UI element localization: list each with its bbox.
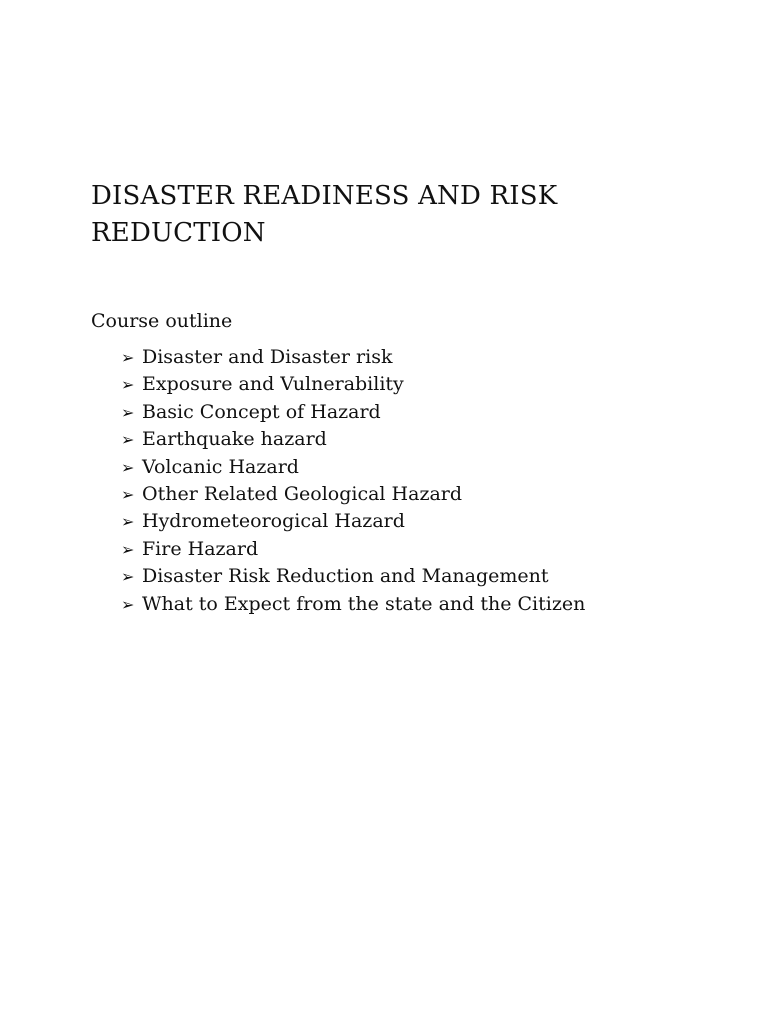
- list-item-label: Fire Hazard: [142, 537, 259, 560]
- list-item-label: Basic Concept of Hazard: [142, 400, 381, 423]
- arrow-bullet-icon: ➢: [121, 375, 135, 395]
- list-item-label: Earthquake hazard: [142, 428, 327, 451]
- arrow-bullet-icon: ➢: [121, 485, 135, 505]
- list-item-label: Exposure and Vulnerability: [142, 373, 404, 396]
- section-heading: Course outline: [91, 310, 233, 332]
- arrow-bullet-icon: ➢: [121, 430, 135, 450]
- list-item: [121, 536, 585, 563]
- list-item-label: Disaster and Disaster risk: [142, 346, 393, 368]
- arrow-bullet-icon: ➢: [121, 457, 135, 477]
- list-item: [121, 399, 585, 426]
- list-item: [121, 426, 585, 453]
- arrow-bullet-icon: ➢: [121, 512, 135, 532]
- arrow-bullet-icon: ➢: [121, 402, 135, 422]
- list-item: [121, 371, 585, 398]
- document-title: DISASTER READINESS AND RISK REDUCTION: [91, 181, 558, 248]
- list-item-label: Volcanic Hazard: [142, 455, 299, 478]
- list-item-label: Other Related Geological Hazard: [142, 483, 463, 506]
- list-item: [121, 563, 585, 590]
- arrow-bullet-icon: ➢: [121, 567, 135, 587]
- arrow-bullet-icon: ➢: [121, 594, 135, 614]
- list-item: [121, 454, 585, 481]
- arrow-bullet-icon: ➢: [121, 348, 135, 367]
- arrow-bullet-icon: ➢: [121, 539, 135, 559]
- list-item: [121, 344, 585, 371]
- list-item: [121, 591, 585, 618]
- list-item: [121, 508, 585, 535]
- course-outline-list: [121, 344, 585, 618]
- list-item-label: Hydrometeorogical Hazard: [142, 510, 405, 533]
- list-item-label: What to Expect from the state and the Citizen: [142, 592, 586, 615]
- list-item-label: Disaster Risk Reduction and Management: [142, 565, 549, 588]
- list-item: [121, 481, 585, 508]
